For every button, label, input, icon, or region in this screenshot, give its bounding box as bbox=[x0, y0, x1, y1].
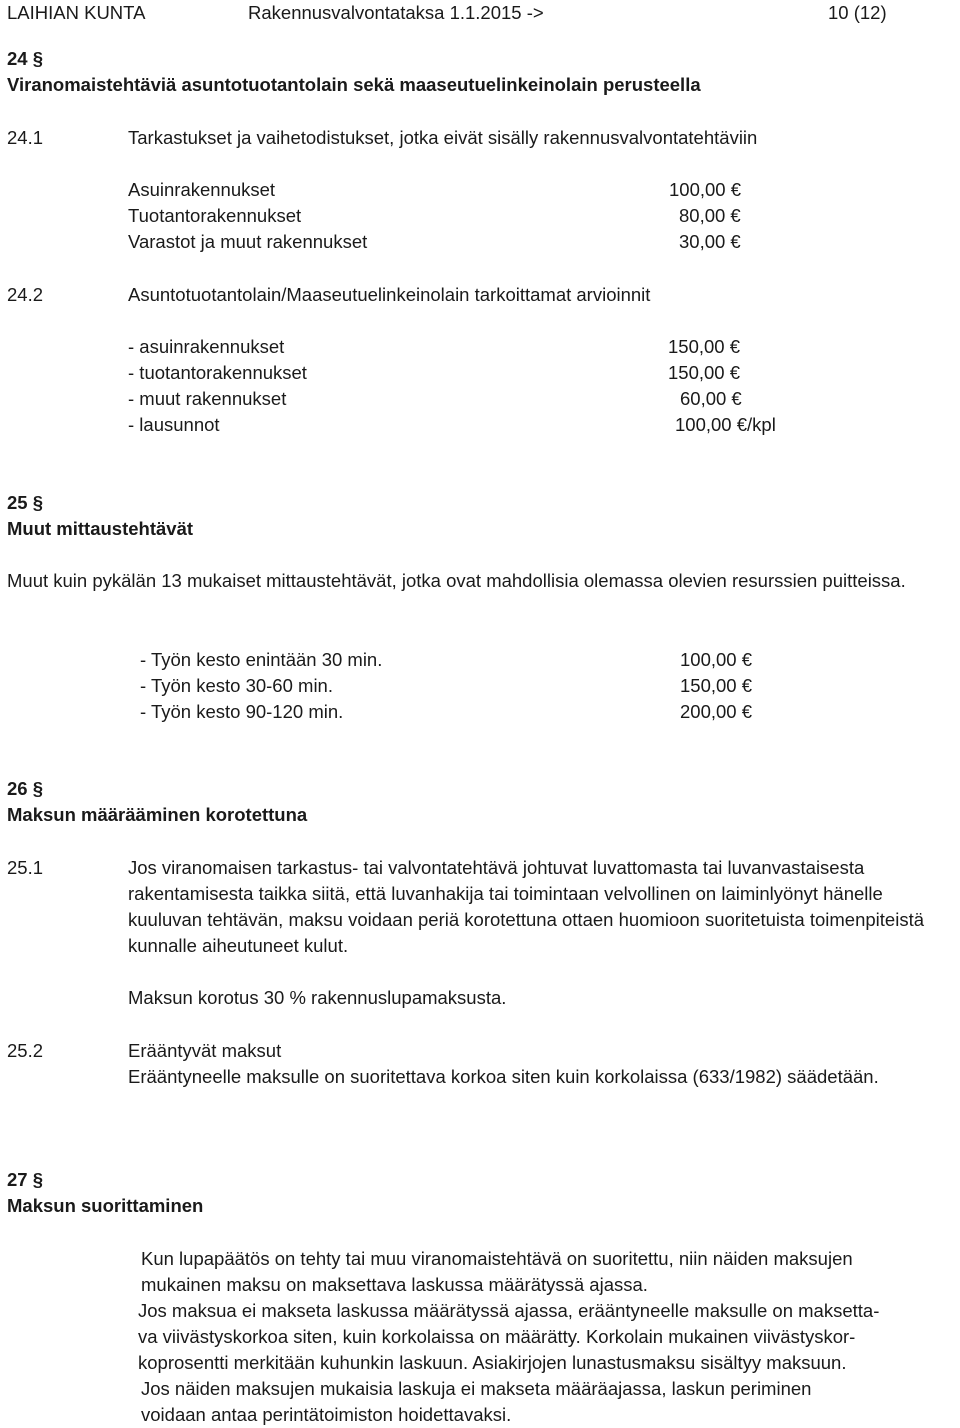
fee-row-value: 80,00 € bbox=[679, 205, 741, 226]
fee-row-value: 30,00 € bbox=[679, 231, 741, 252]
section-24-title: Viranomaistehtäviä asuntotuotantolain sekä maaseutuelinkeinolain perusteella bbox=[7, 74, 701, 95]
fee-row-value: 100,00 €/kpl bbox=[675, 414, 776, 435]
fee-row-label: - tuotantorakennukset bbox=[128, 362, 307, 383]
header-page-number: 10 (12) bbox=[828, 2, 887, 23]
header-org: LAIHIAN KUNTA bbox=[7, 2, 146, 23]
paragraph-25-2-title: Erääntyvät maksut bbox=[128, 1040, 282, 1061]
fee-row-label: - Työn kesto 30-60 min. bbox=[140, 675, 333, 696]
fee-row-value: 150,00 € bbox=[680, 675, 753, 696]
paragraph-25-2-text: Erääntyneelle maksulle on suoritettava korkoa siten kuin korkolaissa (633/1982) säädetään. bbox=[128, 1066, 879, 1087]
fee-row-value: 150,00 € bbox=[668, 336, 741, 357]
section-26-title: Maksun määrääminen korotettuna bbox=[7, 804, 308, 825]
paragraph-24-2-text: Asuntotuotantolain/Maaseutuelinkeinolain tarkoittamat arvioinnit bbox=[128, 284, 651, 305]
section-27-text-line: va viivästyskorkoa siten, kuin korkolaissa on määrätty. Korkolain mukainen viivästyskor- bbox=[138, 1326, 856, 1347]
fee-row-label: - lausunnot bbox=[128, 414, 220, 435]
section-25-heading: 25 § bbox=[7, 492, 44, 513]
header-document-title: Rakennusvalvontataksa 1.1.2015 -> bbox=[248, 2, 544, 23]
paragraph-24-1-number: 24.1 bbox=[7, 127, 44, 148]
fee-row-value: 200,00 € bbox=[680, 701, 753, 722]
section-27-text-line: Kun lupapäätös on tehty tai muu viranomaistehtävä on suoritettu, niin näiden maksujen bbox=[141, 1248, 853, 1269]
paragraph-24-2-number: 24.2 bbox=[7, 284, 44, 305]
section-26-heading: 26 § bbox=[7, 778, 44, 799]
section-27-heading: 27 § bbox=[7, 1169, 44, 1190]
section-27-text-line: Jos maksua ei makseta laskussa määrätyssä ajassa, erääntyneelle maksulle on maksetta- bbox=[138, 1300, 880, 1321]
section-25-text: Muut kuin pykälän 13 mukaiset mittaustehtävät, jotka ovat mahdollisia olemassa olevien resurssien puitteissa. bbox=[7, 570, 906, 591]
section-27-text-line: mukainen maksu on maksettava laskussa määrätyssä ajassa. bbox=[141, 1274, 648, 1295]
section-27-text-line: Jos näiden maksujen mukaisia laskuja ei makseta määräajassa, laskun periminen bbox=[141, 1378, 812, 1399]
fee-row-label: - muut rakennukset bbox=[128, 388, 287, 409]
fee-row-label: - Työn kesto enintään 30 min. bbox=[140, 649, 383, 670]
section-27-text-line: voidaan antaa perintätoimiston hoidettavaksi. bbox=[141, 1404, 512, 1425]
paragraph-25-2-number: 25.2 bbox=[7, 1040, 44, 1061]
paragraph-25-1-text: Jos viranomaisen tarkastus- tai valvontatehtävä johtuvat luvattomasta tai luvanvastaisesta rakentamisesta taikka siitä, että luvanhakija tai toimintaan velvollinen on laiminlyönyt hänelle kuuluvan tehtävän, maksu voidaan periä korotettuna ottaen huomioon suoritetuista toimenpiteistä kunnalle aiheutuneet kulut. bbox=[128, 857, 924, 956]
fee-row-value: 60,00 € bbox=[680, 388, 742, 409]
section-25-title: Muut mittaustehtävät bbox=[7, 518, 194, 539]
section-24-heading: 24 § bbox=[7, 48, 44, 69]
fee-row-label: Asuinrakennukset bbox=[128, 179, 276, 200]
paragraph-25-1-number: 25.1 bbox=[7, 857, 44, 878]
paragraph-25-1-note: Maksun korotus 30 % rakennuslupamaksusta. bbox=[128, 987, 507, 1008]
fee-row-value: 150,00 € bbox=[668, 362, 741, 383]
fee-row-label: Varastot ja muut rakennukset bbox=[128, 231, 368, 252]
fee-row-label: - Työn kesto 90-120 min. bbox=[140, 701, 344, 722]
fee-row-label: - asuinrakennukset bbox=[128, 336, 285, 357]
fee-row-value: 100,00 € bbox=[680, 649, 753, 670]
fee-row-value: 100,00 € bbox=[669, 179, 742, 200]
paragraph-24-1-text: Tarkastukset ja vaihetodistukset, jotka eivät sisälly rakennusvalvontatehtäviin bbox=[128, 127, 758, 148]
fee-row-label: Tuotantorakennukset bbox=[128, 205, 302, 226]
section-27-text-line: koprosentti merkitään kuhunkin laskuun. Asiakirjojen lunastusmaksu sisältyy maksuun. bbox=[138, 1352, 847, 1373]
section-27-title: Maksun suorittaminen bbox=[7, 1195, 204, 1216]
